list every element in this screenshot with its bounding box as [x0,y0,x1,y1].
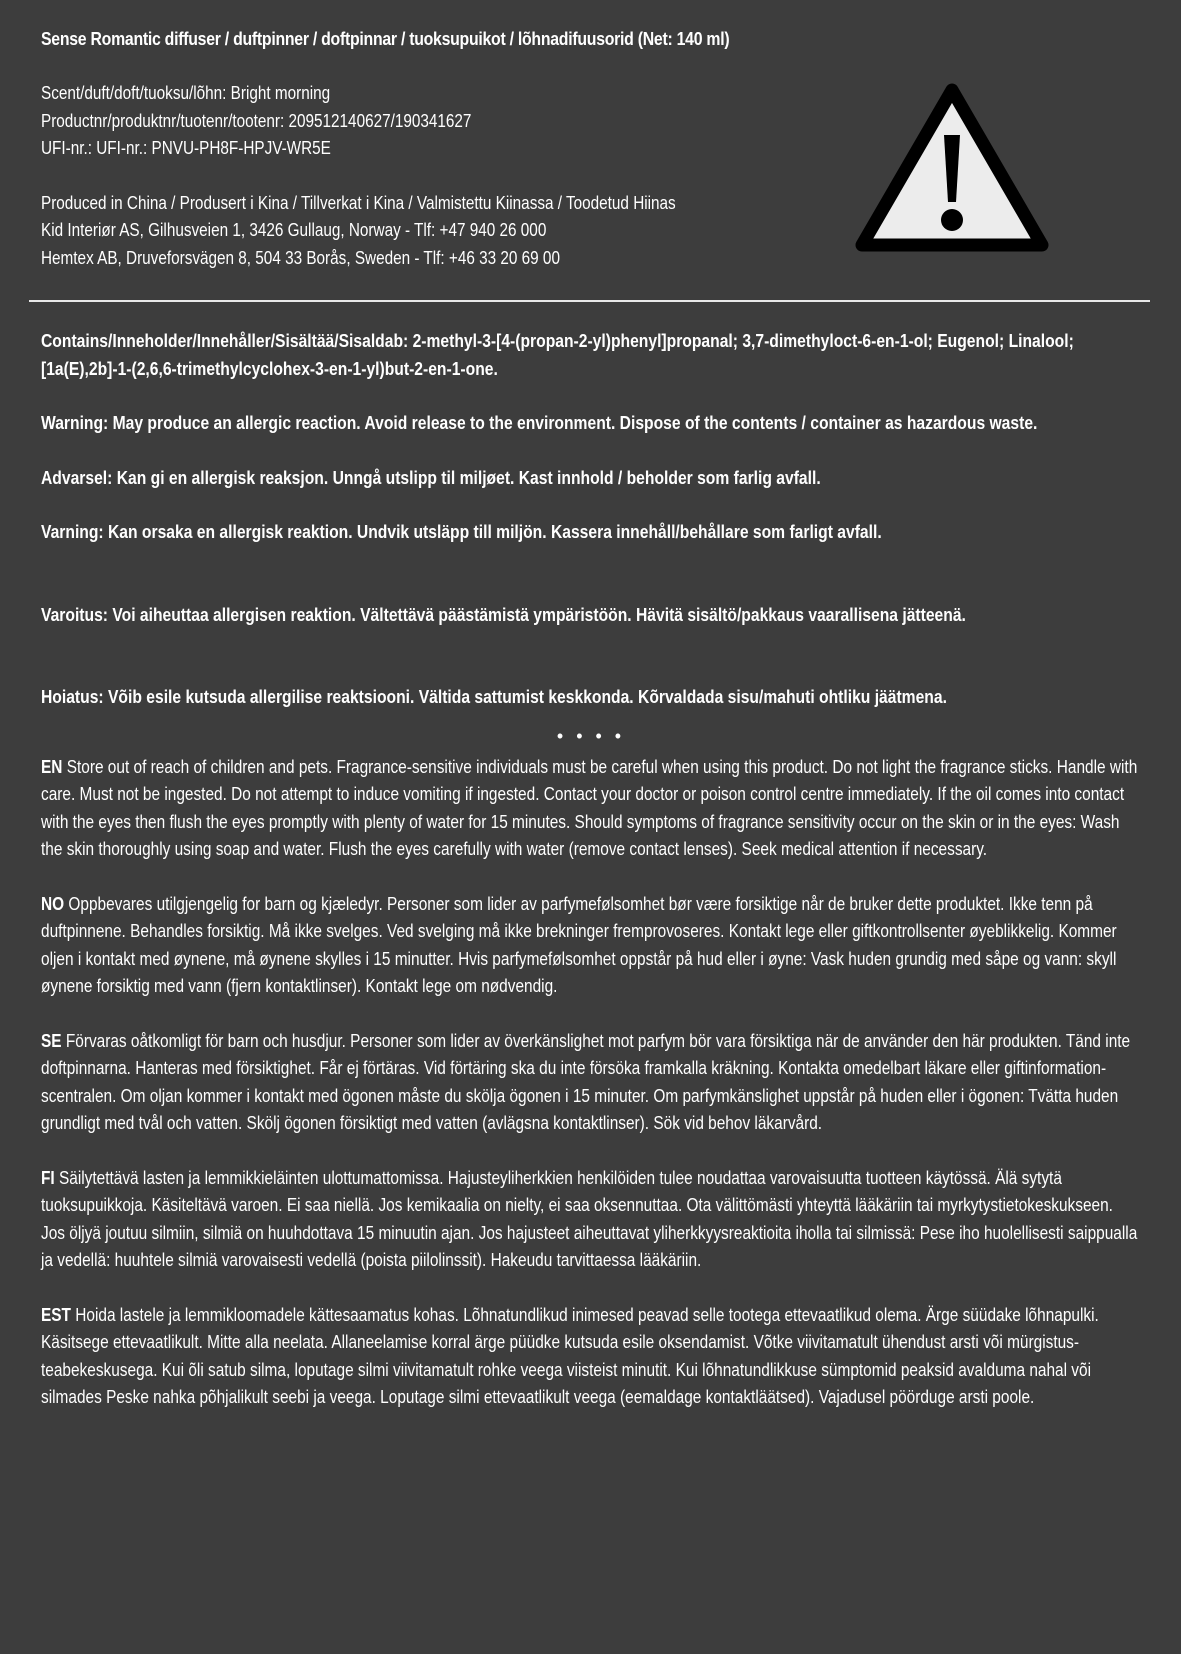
instructions-no [41,891,1141,1001]
lang-code-en: EN [41,756,63,777]
product-title: Sense Romantic diffuser / duftpinner / doftpinnar / tuoksupuikot / lõhnadifuusorid (Net: 140 ml) [41,29,730,49]
warning-no: Advarsel: Kan gi en allergisk reaksjon. Unngå utslipp til miljøet. Kast innhold / beholder som farlig avfall. [41,467,821,488]
warning-se: Varning: Kan orsaka en allergisk reaktion. Undvik utsläpp till miljön. Kassera innehåll/behållare som farligt avfall. [41,522,882,542]
instructions-se [41,1028,1141,1138]
lang-code-se: SE [41,1030,62,1051]
ufi-line: UFI-nr.: UFI-nr.: PNVU-PH8F-HPJV-WR5E [41,138,331,158]
dot-separator: • • • • [556,725,626,746]
instructions-se-text: Förvaras oåtkomligt för barn och husdjur. Personer som lider av överkänslighet mot parfym bör vara försiktiga när de använder den här produkten. Tänd inte doftpinnarna. Hanteras med försiktighet. Får ej förtäras. Vid förtäring ska du inte försöka framkalla kräkning. Kontakta omedelbart läkare eller giftinformation-scentralen. Om oljan kommer i kontakt med ögonen måste du skölja ögonen i 15 minuter. Om parfymkänslighet uppstår på huden eller i ögonen: Tvätta huden grundligt med tvål och vatten. Skölj ögonen försiktigt med vatten (avlägsna kontaktlinser). Sök vid behov läkarvård. [41,1030,1131,1133]
importer-norway-line: Kid Interiør AS, Gilhusveien 1, 3426 Gullaug, Norway - Tlf: +47 940 26 000 [41,220,547,240]
instructions-en [41,754,1141,864]
origin-info [41,190,801,273]
label-content [41,328,1141,1412]
instructions-no-text: Oppbevares utilgjengelig for barn og kjæledyr. Personer som lider av parfymefølsomhet bør være forsiktige når de bruker dette produktet. Ikke tenn på duftpinnene. Behandles forsiktig. Må ikke svelges. Ved svelging må ikke brekninger fremprovoseres. Kontakt lege eller giftkontrollsenter øyeblikkelig. Kommer oljen i kontakt med øynene, må øynene skylles i 15 minutter. Hvis parfymefølsomhet oppstår på hud eller i øyne: Vask huden grundig med såpe og vann: skyll øynene forsiktig med vann (fjern kontaktlinser). Kontakt lege om nødvendig. [41,893,1117,996]
warning-fi: Varoitus: Voi aiheuttaa allergisen reaktion. Vältettävä päästämistä ympäristöön. Hävitä sisältö/pakkaus vaarallisena jätteenä. [41,604,966,625]
lang-code-fi: FI [41,1167,55,1188]
importer-sweden-line: Hemtex AB, Druveforsvägen 8, 504 33 Borås, Sweden - Tlf: +46 33 20 69 00 [41,247,560,268]
section-divider [29,300,1150,302]
instructions-est-text: Hoida lastele ja lemmikloomadele kättesaamatus kohas. Lõhnatundlikud inimesed peavad selle tootega ettevaatlikud olema. Ärge süüdake lõhnapulki. Käsitsege ettevaatlikult. Mitte alla neelata. Allaneelamise korral ärge püüdke kutsuda esile oksendamist. Võtke viivitamatult ühendust arsti või mürgistus-teabekeskusega. Kui õli satub silma, loputage silmi viivitamatult rohke veega viisteist minutit. Kui lõhnatundlikkuse sümptomid peaksid avalduma nahal või silmades Peske nahka põhjalikult seebi ja veega. Loputage silmi ettevaatlikult veega (eemaldage kontaktläätsed). Vajadusel pöörduge arsti poole. [41,1304,1099,1407]
lang-code-est: EST [41,1304,71,1325]
warning-en: Warning: May produce an allergic reaction. Avoid release to the environment. Dispose of the contents / container as hazardous waste. [41,413,1038,433]
scent-line: Scent/duft/doft/tuoksu/lõhn: Bright morning [41,83,331,103]
produced-in-line: Produced in China / Produsert i Kina / Tillverkat i Kina / Valmistettu Kiinassa / Toodetud Hiinas [41,192,676,213]
warning-triangle-icon [852,80,1052,260]
label-header [41,26,801,272]
instructions-en-text: Store out of reach of children and pets. Fragrance-sensitive individuals must be careful when using this product. Do not light the fragrance sticks. Handle with care. Must not be ingested. Do not attempt to induce vomiting if ingested. Contact your doctor or poison control centre immediately. If the oil comes into contact with the eyes then flush the eyes promptly with plenty of water for 15 minutes. Should symptoms of fragrance sensitivity occur on the skin or in the eyes: Wash the skin thoroughly using soap and water. Flush the eyes carefully with water (remove contact lenses). Seek medical attention if necessary. [41,756,1138,859]
contains-statement: Contains/Inneholder/Innehåller/Sisältää/Sisaldab: 2-methyl-3-[4-(propan-2-yl)phenyl]propanal; 3,7-dimethyloct-6-en-1-ol; Eugenol; Linalool; [1a(E),2b]-1-(2,6,6-trimethylcyclohex-3-en-1-yl)but-2-en-1-one. [41,331,1074,379]
product-number-line: Productnr/produktnr/tuotenr/tootenr: 209512140627/190341627 [41,110,472,131]
instructions-fi [41,1165,1141,1275]
product-meta [41,80,801,163]
warning-ee: Hoiatus: Võib esile kutsuda allergilise reaktsiooni. Vältida sattumist keskkonda. Kõrvaldada sisu/mahuti ohtliku jäätmena. [41,687,947,707]
lang-code-no: NO [41,893,65,914]
instructions-fi-text: Säilytettävä lasten ja lemmikkieläinten ulottumattomissa. Hajusteyliherkkien henkilöiden tulee noudattaa varovaisuutta tuotteen käytössä. Älä sytytä tuoksupuikkoja. Käsiteltävä varoen. Ei saa niellä. Jos kemikaalia on nielty, ei saa oksennuttaa. Ota välittömästi yhteyttä lääkäriin tai myrkytystietokeskukseen. Jos öljyä joutuu silmiin, silmiä on huuhdottava 15 minuutin ajan. Jos hajusteet aiheuttavat yliherkkyysreaktioita iholla tai silmissä: Pese iho huolellisesti saippualla ja vedellä: huuhtele silmiä varovaisesti vedellä (poista piilolinssit). Hakeudu tarvittaessa lääkäriin. [41,1167,1138,1270]
instructions-est [41,1302,1141,1412]
